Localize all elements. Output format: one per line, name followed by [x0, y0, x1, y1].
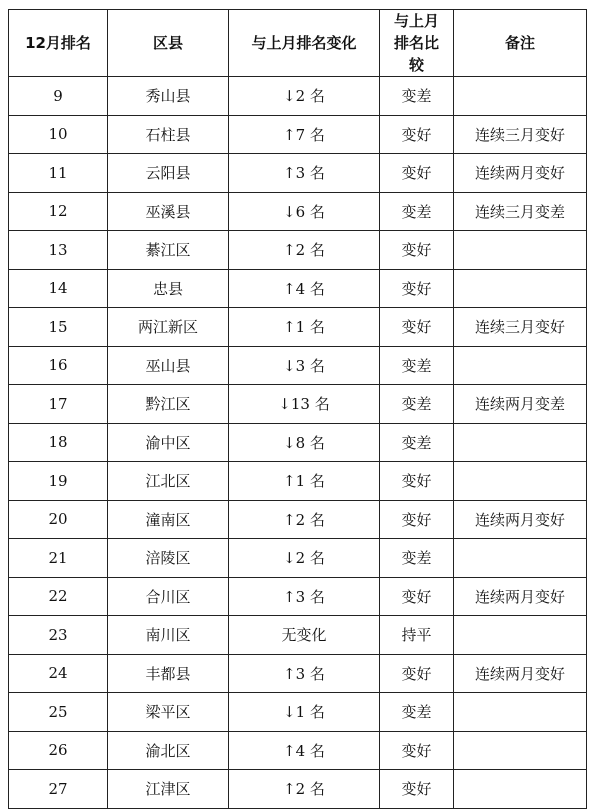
cell-rank-compare: 变差: [380, 423, 454, 462]
table-row: [9, 192, 587, 231]
cell-district: 巫山县: [108, 346, 229, 385]
cell-rank: 9: [9, 77, 108, 116]
cell-note: [454, 346, 587, 385]
cell-rank-change: ↓3 名: [229, 346, 380, 385]
cell-rank-compare: 持平: [380, 616, 454, 655]
cell-rank-compare: 变差: [380, 539, 454, 578]
cell-district: 忠县: [108, 269, 229, 308]
cell-rank: 17: [9, 385, 108, 424]
cell-district: 丰都县: [108, 654, 229, 693]
cell-rank-change: 无变化: [229, 616, 380, 655]
cell-rank-compare: 变好: [380, 269, 454, 308]
cell-rank: 18: [9, 423, 108, 462]
cell-rank: 12: [9, 192, 108, 231]
table-row: [9, 770, 587, 809]
cell-rank-change: ↓2 名: [229, 77, 380, 116]
cell-note: 连续三月变好: [454, 115, 587, 154]
cell-rank-compare: 变好: [380, 731, 454, 770]
cell-note: 连续两月变差: [454, 385, 587, 424]
cell-rank: 27: [9, 770, 108, 809]
cell-rank-change: ↑3 名: [229, 654, 380, 693]
cell-rank: 26: [9, 731, 108, 770]
cell-rank-compare: 变好: [380, 577, 454, 616]
cell-district: 黔江区: [108, 385, 229, 424]
table-row: [9, 231, 587, 270]
header-note: 备注: [454, 10, 587, 77]
cell-note: [454, 693, 587, 732]
header-rank: 12月排名: [9, 10, 108, 77]
cell-rank-compare: 变差: [380, 346, 454, 385]
cell-rank-compare: 变好: [380, 115, 454, 154]
table-row: [9, 577, 587, 616]
cell-rank: 10: [9, 115, 108, 154]
table-header: [9, 10, 587, 77]
cell-rank-compare: 变好: [380, 308, 454, 347]
cell-note: 连续三月变差: [454, 192, 587, 231]
cell-district: 渝中区: [108, 423, 229, 462]
cell-note: [454, 731, 587, 770]
cell-rank-change: ↑1 名: [229, 462, 380, 501]
cell-rank-change: ↓13 名: [229, 385, 380, 424]
cell-note: 连续两月变好: [454, 154, 587, 193]
cell-rank-compare: 变好: [380, 770, 454, 809]
cell-rank: 14: [9, 269, 108, 308]
cell-district: 两江新区: [108, 308, 229, 347]
table-row: [9, 154, 587, 193]
cell-rank: 24: [9, 654, 108, 693]
cell-note: [454, 539, 587, 578]
cell-district: 涪陵区: [108, 539, 229, 578]
cell-rank-compare: 变好: [380, 154, 454, 193]
cell-rank-compare: 变差: [380, 77, 454, 116]
cell-rank-change: ↓1 名: [229, 693, 380, 732]
header-rank-compare: 与上月排名比较: [380, 10, 454, 77]
cell-rank-compare: 变差: [380, 385, 454, 424]
cell-rank: 13: [9, 231, 108, 270]
cell-rank-compare: 变差: [380, 192, 454, 231]
cell-note: [454, 269, 587, 308]
cell-rank-compare: 变好: [380, 500, 454, 539]
cell-rank: 16: [9, 346, 108, 385]
table-row: [9, 115, 587, 154]
cell-note: [454, 423, 587, 462]
cell-note: [454, 231, 587, 270]
cell-district: 巫溪县: [108, 192, 229, 231]
table-row: [9, 462, 587, 501]
cell-note: 连续两月变好: [454, 500, 587, 539]
cell-rank-change: ↑3 名: [229, 154, 380, 193]
cell-note: [454, 616, 587, 655]
table-row: [9, 616, 587, 655]
cell-note: [454, 77, 587, 116]
cell-rank: 22: [9, 577, 108, 616]
cell-note: [454, 770, 587, 809]
cell-rank-change: ↑2 名: [229, 500, 380, 539]
cell-district: 潼南区: [108, 500, 229, 539]
cell-rank-change: ↑7 名: [229, 115, 380, 154]
cell-district: 南川区: [108, 616, 229, 655]
cell-district: 江北区: [108, 462, 229, 501]
cell-rank: 11: [9, 154, 108, 193]
header-row: [9, 10, 587, 77]
cell-note: 连续三月变好: [454, 308, 587, 347]
cell-rank-compare: 变好: [380, 654, 454, 693]
table-row: [9, 539, 587, 578]
table-row: [9, 346, 587, 385]
table-row: [9, 423, 587, 462]
cell-rank: 21: [9, 539, 108, 578]
cell-district: 石柱县: [108, 115, 229, 154]
table-row: [9, 654, 587, 693]
table-row: [9, 731, 587, 770]
cell-rank-change: ↑2 名: [229, 231, 380, 270]
cell-district: 綦江区: [108, 231, 229, 270]
cell-district: 云阳县: [108, 154, 229, 193]
cell-rank: 20: [9, 500, 108, 539]
cell-district: 江津区: [108, 770, 229, 809]
header-rank-change: 与上月排名变化: [229, 10, 380, 77]
cell-rank-change: ↑1 名: [229, 308, 380, 347]
table-row: [9, 500, 587, 539]
header-district: 区县: [108, 10, 229, 77]
table-row: [9, 269, 587, 308]
cell-rank-change: ↑4 名: [229, 731, 380, 770]
cell-rank-change: ↑4 名: [229, 269, 380, 308]
ranking-table: [8, 9, 587, 809]
cell-rank-compare: 变好: [380, 231, 454, 270]
cell-rank: 19: [9, 462, 108, 501]
cell-rank-change: ↑2 名: [229, 770, 380, 809]
cell-rank: 25: [9, 693, 108, 732]
cell-district: 渝北区: [108, 731, 229, 770]
cell-district: 秀山县: [108, 77, 229, 116]
cell-note: 连续两月变好: [454, 654, 587, 693]
cell-rank-change: ↓8 名: [229, 423, 380, 462]
table-row: [9, 77, 587, 116]
table-row: [9, 308, 587, 347]
cell-note: 连续两月变好: [454, 577, 587, 616]
cell-rank-change: ↓2 名: [229, 539, 380, 578]
cell-rank-compare: 变好: [380, 462, 454, 501]
table-body: [9, 77, 587, 809]
cell-rank-change: ↑3 名: [229, 577, 380, 616]
cell-note: [454, 462, 587, 501]
cell-rank-compare: 变差: [380, 693, 454, 732]
cell-district: 梁平区: [108, 693, 229, 732]
table-row: [9, 385, 587, 424]
cell-rank: 15: [9, 308, 108, 347]
cell-rank-change: ↓6 名: [229, 192, 380, 231]
cell-district: 合川区: [108, 577, 229, 616]
cell-rank: 23: [9, 616, 108, 655]
table-row: [9, 693, 587, 732]
